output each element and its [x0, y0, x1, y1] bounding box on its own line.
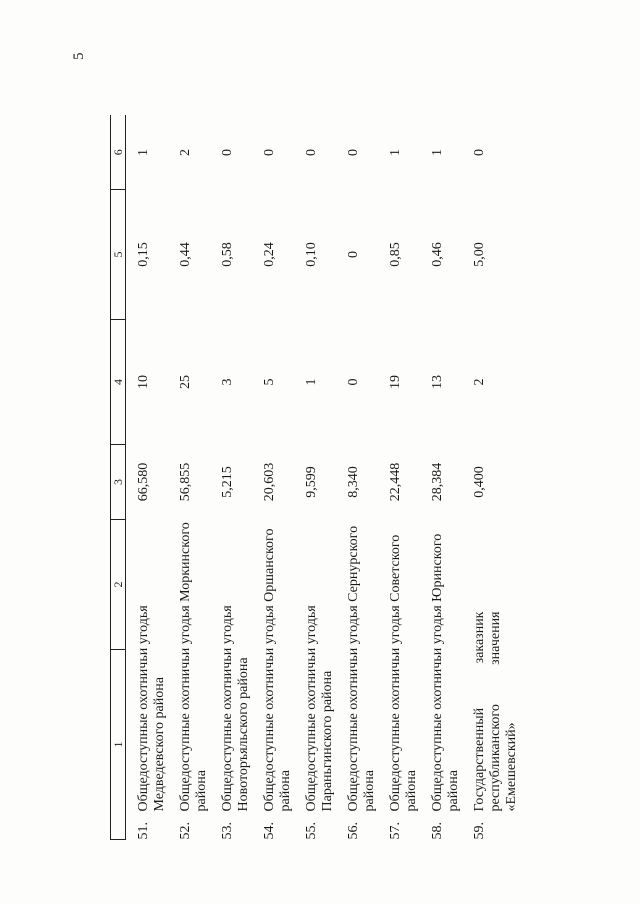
hunting-grounds-table [110, 116, 520, 841]
column-header-3: 3 [111, 445, 126, 520]
row-name: Общедоступные охотничьи угодья Советского района [388, 534, 419, 812]
cell-col4: 13 [430, 375, 445, 389]
cell-col4: 0 [346, 378, 361, 386]
row-number: 57. [388, 822, 403, 840]
cell-col5: 0,46 [430, 242, 445, 267]
hunting-grounds-table-rotated [110, 116, 610, 840]
column-header-5: 5 [111, 190, 126, 320]
table-row [420, 116, 462, 840]
table-row [126, 116, 169, 840]
cell-col6: 0 [262, 149, 277, 156]
table-row [252, 116, 294, 840]
row-name-part: заказник [472, 611, 487, 664]
cell-col3: 8,340 [346, 466, 361, 498]
cell-col4: 10 [136, 375, 151, 389]
cell-name [168, 520, 210, 840]
row-name: Общедоступные охотничьи угодья Сернурского района [346, 525, 377, 812]
cell-name [378, 520, 420, 840]
cell-col6: 2 [178, 149, 193, 156]
cell-col3: 66,580 [136, 462, 151, 502]
row-number: 58. [430, 822, 445, 840]
cell-col5: 5,00 [472, 242, 487, 267]
cell-name [420, 520, 462, 840]
cell-col6: 0 [472, 149, 487, 156]
table-row [462, 116, 520, 840]
table-row [210, 116, 252, 840]
cell-col6: 1 [136, 149, 151, 156]
cell-col4: 5 [262, 378, 277, 386]
column-header-6: 6 [111, 116, 126, 190]
row-number: 56. [346, 822, 361, 840]
cell-col3: 28,384 [430, 462, 445, 502]
page-number: 5 [71, 52, 87, 60]
table-row [336, 116, 378, 840]
cell-name [126, 520, 169, 840]
row-number: 54. [262, 822, 277, 840]
cell-name [252, 520, 294, 840]
cell-col3: 22,448 [388, 462, 403, 502]
cell-col4: 1 [304, 378, 319, 386]
cell-col3: 20,603 [262, 462, 277, 502]
row-name-part: республиканского [488, 704, 503, 812]
row-number: 53. [220, 822, 235, 840]
cell-col3: 56,855 [178, 462, 193, 502]
column-header-4: 4 [111, 320, 126, 445]
cell-col5: 0,44 [178, 242, 193, 267]
row-name: Общедоступные охотничьи угодья Новоторъяльского района [220, 605, 251, 812]
row-number: 59. [472, 822, 487, 840]
column-header-1: 1 [111, 650, 126, 840]
row-name-part: «Емешевский» [504, 722, 519, 812]
cell-col4: 19 [388, 375, 403, 389]
cell-col5: 0,85 [388, 242, 403, 267]
row-name: Общедоступные охотничьи угодья Юринского района [430, 533, 461, 812]
table-header-row [111, 116, 126, 840]
row-number: 55. [304, 822, 319, 840]
row-name: Общедоступные охотничьи угодья Параньгинского района [304, 605, 335, 812]
cell-col6: 1 [388, 149, 403, 156]
cell-col5: 0,24 [262, 242, 277, 267]
cell-name [462, 520, 520, 840]
cell-col6: 0 [220, 149, 235, 156]
row-number: 51. [136, 822, 151, 840]
table-row [168, 116, 210, 840]
table-row [294, 116, 336, 840]
cell-col6: 0 [304, 149, 319, 156]
row-name-part: Государственный [472, 707, 487, 812]
column-header-2: 2 [111, 520, 126, 650]
cell-col3: 0,400 [472, 466, 487, 498]
cell-col6: 1 [430, 149, 445, 156]
row-name: Общедоступные охотничьи угодья Медведевского района [136, 605, 167, 812]
row-number: 52. [178, 822, 193, 840]
cell-col6: 0 [346, 149, 361, 156]
row-name-part: значения [488, 611, 503, 665]
cell-col4: 25 [178, 375, 193, 389]
cell-col5: 0,58 [220, 242, 235, 267]
table-row [378, 116, 420, 840]
cell-col3: 9,599 [304, 466, 319, 498]
cell-name [294, 520, 336, 840]
row-name: Общедоступные охотничьи угодья Моркинского района [178, 522, 209, 812]
cell-col4: 2 [472, 378, 487, 386]
cell-col5: 0,15 [136, 242, 151, 267]
cell-col3: 5,215 [220, 466, 235, 498]
cell-col5: 0 [346, 251, 361, 258]
cell-col4: 3 [220, 378, 235, 386]
row-name [472, 520, 520, 812]
cell-col5: 0,10 [304, 242, 319, 267]
cell-name [210, 520, 252, 840]
row-name: Общедоступные охотничьи угодья Оршанского района [262, 528, 293, 812]
cell-name [336, 520, 378, 840]
